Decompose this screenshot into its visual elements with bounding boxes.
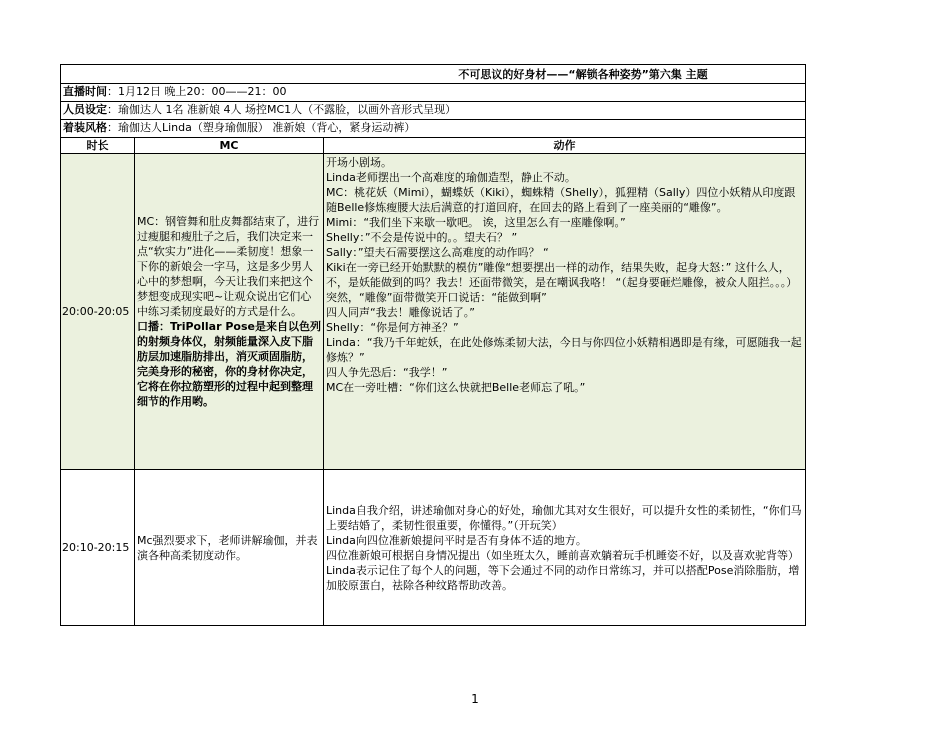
- info-value: ：瑜伽达人 1名 准新娘 4人 场控MC1人（不露脸，以画外音形式呈现）: [107, 103, 457, 116]
- info-label: 人员设定: [63, 103, 107, 116]
- header-time: 时长: [61, 138, 135, 153]
- action-line: Kiki在一旁已经开始默默的模仿”雕像“想要摆出一样的动作，结果失败，起身大怒：” 这什么人，不，是妖能做到的吗？我去！还面带微笑，是在嘲讽我咯！ “（起身要砸烂雕像，被众人阻拦。。。）: [326, 261, 798, 289]
- info-label: 直播时间: [63, 85, 107, 98]
- action-line: Sally：”望夫石需要摆这么高难度的动作吗？ “: [326, 246, 549, 259]
- mc-ad-text: 口播：TriPollar Pose是来自以色列的射频身体仪，射频能量深入皮下脂肪层加速脂肪排出，消灭顽固脂肪，完美身形的秘密，你的身材你决定，它将在你拉筋塑形的过程中起到整理细节的作用哟。: [137, 320, 321, 408]
- action-line: MC在一旁吐槽：“你们这么快就把Belle老师忘了吼。”: [326, 381, 586, 394]
- header-action: 动作: [553, 139, 576, 152]
- action-line: 四人同声“我去！雕像说话了。”: [326, 306, 475, 319]
- action-line: Linda：“我乃千年蛇妖，在此处修炼柔韧大法，今日与你四位小妖精相遇即是有缘，可愿随我一起修炼？”: [326, 336, 802, 364]
- action-line: Linda表示记住了每个人的问题，等下会通过不同的动作日常练习，并可以搭配Pose消除脂肪，增加胶原蛋白，祛除各种纹路帮助改善。: [326, 563, 800, 592]
- header-mc: MC: [135, 138, 324, 153]
- action-line: 突然，“雕像”面带微笑开口说话：“能做到啊”: [326, 291, 547, 304]
- page-number: 1: [471, 692, 479, 706]
- action-line: Mimi：“我们坐下来歇一歇吧。 诶，这里怎么有一座雕像啊。”: [326, 216, 626, 229]
- info-value: ：1月12日 晚上20：00——21：00: [107, 85, 287, 98]
- info-label: 着装风格: [63, 121, 107, 134]
- sheet-title: 不可思议的好身材——“解锁各种姿势”第六集 主题: [458, 68, 708, 81]
- action-cell: [324, 470, 805, 625]
- action-line: Shelly：”不会是传说中的。。望夫石？ ”: [326, 231, 518, 244]
- info-value: ：瑜伽达人Linda（塑身瑜伽服） 准新娘（背心，紧身运动裤）: [107, 121, 416, 134]
- action-line: 开场小剧场。: [326, 156, 392, 169]
- action-cell: [324, 154, 805, 469]
- action-line: Linda自我介绍，讲述瑜伽对身心的好处，瑜伽尤其对女生很好，可以提升女性的柔韧性，“你们马上要结婚了，柔韧性很重要，你懂得。”（开玩笑）: [326, 503, 802, 532]
- action-line: Shelly：“你是何方神圣？”: [326, 321, 459, 334]
- mc-cell: [135, 470, 324, 625]
- time-cell: 20:00-20:05: [61, 154, 135, 469]
- table-row: [60, 470, 806, 626]
- action-line: 四人争先恐后：“我学！”: [326, 366, 448, 379]
- mc-cell: [135, 154, 324, 469]
- info-row-dress: [60, 120, 806, 138]
- mc-text: Mc强烈要求下，老师讲解瑜伽，并表演各种高柔韧度动作。: [137, 533, 318, 562]
- action-line: Linda老师摆出一个高难度的瑜伽造型，静止不动。: [326, 171, 576, 184]
- info-row-time: [60, 84, 806, 102]
- schedule-sheet: [60, 64, 806, 626]
- action-line: MC：桃花妖（Mimi），蝴蝶妖（Kiki），蜘蛛精（Shelly），狐狸精（Sally）四位小妖精从印度跟随Belle修炼瘦腰大法后满意的打道回府，在回去的路上看到了一座美丽的“雕像”。: [326, 186, 796, 214]
- mc-text: MC：钢管舞和肚皮舞都结束了，进行过瘦腿和瘦肚子之后，我们决定来一点“软实力”进化——柔韧度！想象一下你的新娘会一字马，这是多少男人心中的梦想啊，今天让我们来把这个梦想变成现实吧~让观众说出它们心中练习柔韧度最好的方式是什么。: [137, 215, 320, 318]
- table-header: [60, 138, 806, 154]
- action-line: 四位准新娘可根据自身情况提出（如坐班太久，睡前喜欢躺着玩手机睡姿不好，以及喜欢驼背等）: [326, 548, 799, 562]
- table-row: [60, 154, 806, 470]
- info-row-staff: [60, 102, 806, 120]
- action-line: Linda向四位准新娘提问平时是否有身体不适的地方。: [326, 533, 587, 547]
- title-row: [60, 64, 806, 84]
- time-cell: 20:10-20:15: [61, 470, 135, 625]
